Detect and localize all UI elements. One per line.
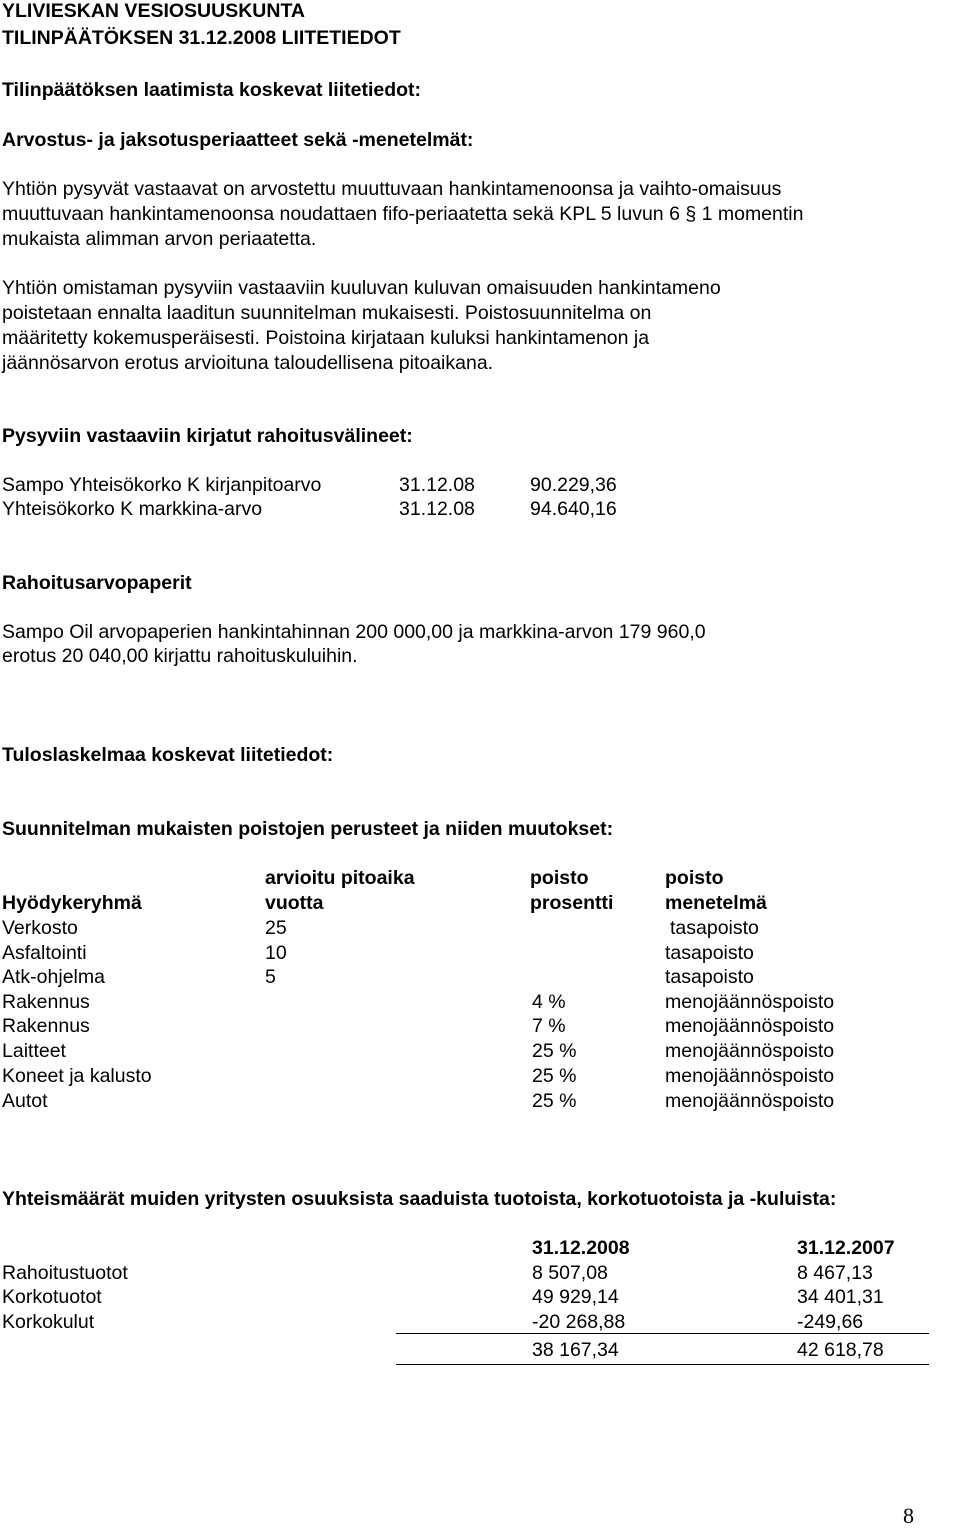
table-cell: menojäännöspoisto xyxy=(665,1065,835,1087)
sum-2008: 38 167,34 xyxy=(532,1339,619,1361)
table-cell: Verkosto xyxy=(2,917,78,939)
table-cell: menojäännöspoisto xyxy=(665,1040,835,1062)
sum-top-rule xyxy=(396,1333,929,1334)
table-cell: Autot xyxy=(2,1090,48,1112)
instruments-heading: Pysyviin vastaaviin kirjatut rahoitusvälineet: xyxy=(2,425,413,447)
table-cell: 25 % xyxy=(532,1065,577,1087)
table-cell: Korkotuotot xyxy=(2,1286,102,1308)
table-cell: Korkokulut xyxy=(2,1311,95,1333)
col-header-2007: 31.12.2007 xyxy=(797,1237,895,1259)
table-cell: 4 % xyxy=(532,991,566,1013)
table-cell: tasapoisto xyxy=(665,942,754,964)
table-cell: 49 929,14 xyxy=(532,1286,619,1308)
table-cell: menojäännöspoisto xyxy=(665,1090,835,1112)
table-cell: Koneet ja kalusto xyxy=(2,1065,152,1087)
table-cell: 7 % xyxy=(532,1015,566,1037)
col-header-lifetime: arvioitu pitoaika xyxy=(265,867,415,889)
paragraph-line: määritetty kokemusperäisesti. Poistoina kirjataan kuluksi hankintamenon ja xyxy=(2,327,650,349)
table-cell: Rakennus xyxy=(2,991,90,1013)
col-header-2008: 31.12.2008 xyxy=(532,1237,630,1259)
paragraph-line: muuttuvaan hankintamenoonsa noudattaen fifo-periaatetta sekä KPL 5 luvun 6 § 1 momentin xyxy=(2,203,804,225)
table-cell: Rahoitustuotot xyxy=(2,1262,128,1284)
paragraph-line: mukaista alimman arvon periaatetta. xyxy=(2,228,317,250)
table-cell: menojäännöspoisto xyxy=(665,1015,835,1037)
income-heading: Tuloslaskelmaa koskevat liitetiedot: xyxy=(2,744,334,766)
instrument-label: Yhteisökorko K markkina-arvo xyxy=(2,498,263,520)
col-header-group: Hyödykeryhmä xyxy=(2,892,142,914)
col-header-years: vuotta xyxy=(265,892,324,914)
instrument-value: 90.229,36 xyxy=(530,474,617,496)
table-cell: Rakennus xyxy=(2,1015,90,1037)
sum-bottom-rule xyxy=(396,1364,929,1365)
table-cell: tasapoisto xyxy=(665,966,754,988)
instrument-label: Sampo Yhteisökorko K kirjanpitoarvo xyxy=(2,474,322,496)
instrument-value: 94.640,16 xyxy=(530,498,617,520)
table-cell: menojäännöspoisto xyxy=(665,991,835,1013)
table-cell: 10 xyxy=(265,942,287,964)
document-title: TILINPÄÄTÖKSEN 31.12.2008 LIITETIEDOT xyxy=(2,27,401,49)
table-cell: 34 401,31 xyxy=(797,1286,884,1308)
table-cell: 5 xyxy=(265,966,276,988)
table-cell: 25 % xyxy=(532,1040,577,1062)
securities-line: erotus 20 040,00 kirjattu rahoituskuluihin. xyxy=(2,645,358,667)
instrument-date: 31.12.08 xyxy=(399,474,475,496)
table-cell: 25 % xyxy=(532,1090,577,1112)
totals-heading: Yhteismäärät muiden yritysten osuuksista saaduista tuotoista, korkotuotoista ja -kuluista: xyxy=(2,1188,837,1210)
subsection-heading: Arvostus- ja jaksotusperiaatteet sekä -menetelmät: xyxy=(2,129,474,151)
col-header-method2: menetelmä xyxy=(665,892,767,914)
paragraph-line: Yhtiön omistaman pysyviin vastaaviin kuuluvan kuluvan omaisuuden hankintameno xyxy=(2,277,721,299)
table-cell: 8 507,08 xyxy=(532,1262,608,1284)
col-header-rate: poisto xyxy=(530,867,589,889)
depreciation-heading: Suunnitelman mukaisten poistojen perusteet ja niiden muutokset: xyxy=(2,818,614,840)
company-name: YLIVIESKAN VESIOSUUSKUNTA xyxy=(2,0,306,22)
table-cell: Atk-ohjelma xyxy=(2,966,105,988)
paragraph-line: poistetaan ennalta laaditun suunnitelman mukaisesti. Poistosuunnitelma on xyxy=(2,302,652,324)
col-header-method: poisto xyxy=(665,867,724,889)
table-cell: Asfaltointi xyxy=(2,942,87,964)
section-heading: Tilinpäätöksen laatimista koskevat liitetiedot: xyxy=(2,79,422,101)
securities-heading: Rahoitusarvopaperit xyxy=(2,572,192,594)
table-cell: -20 268,88 xyxy=(532,1311,626,1333)
table-cell: tasapoisto xyxy=(670,917,759,939)
instrument-date: 31.12.08 xyxy=(399,498,475,520)
table-cell: Laitteet xyxy=(2,1040,66,1062)
securities-line: Sampo Oil arvopaperien hankintahinnan 200 000,00 ja markkina-arvon 179 960,0 xyxy=(2,621,706,643)
paragraph-line: Yhtiön pysyvät vastaavat on arvostettu muuttuvaan hankintamenoonsa ja vaihto-omaisuus xyxy=(2,178,782,200)
paragraph-line: jäännösarvon erotus arvioituna taloudellisena pitoaikana. xyxy=(2,352,494,374)
table-cell: -249,66 xyxy=(797,1311,864,1333)
page-number: 8 xyxy=(903,1503,914,1528)
table-cell: 25 xyxy=(265,917,287,939)
sum-2007: 42 618,78 xyxy=(797,1339,884,1361)
col-header-percent: prosentti xyxy=(530,892,614,914)
table-cell: 8 467,13 xyxy=(797,1262,873,1284)
